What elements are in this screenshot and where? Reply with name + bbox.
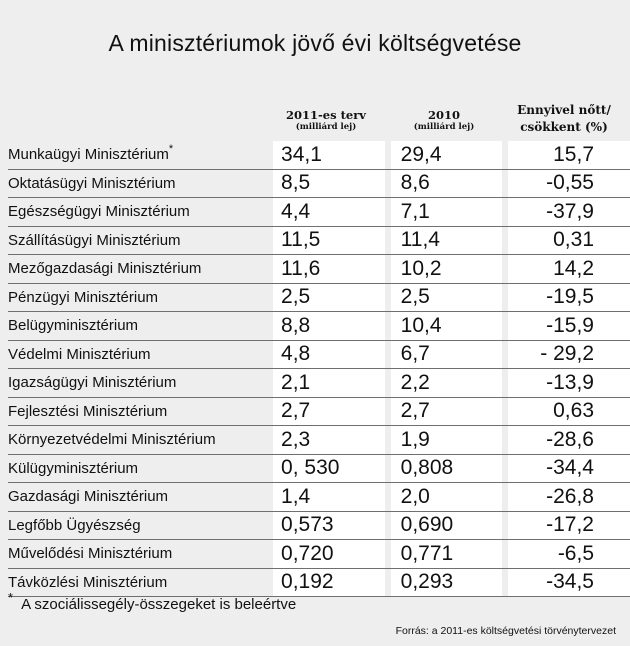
value-2010-text: 2,2 bbox=[400, 370, 430, 394]
value-change bbox=[508, 340, 630, 369]
ministry-name-text: Művelődési Minisztérium bbox=[8, 545, 173, 563]
value-2011-text: 4,4 bbox=[281, 199, 311, 223]
ministry-name bbox=[8, 454, 267, 483]
value-change-text: 0,31 bbox=[553, 228, 594, 252]
ministry-name-text: Külügyminisztérium bbox=[8, 459, 139, 477]
value-2010 bbox=[391, 169, 503, 198]
value-2010-text: 0,293 bbox=[400, 570, 454, 594]
value-2011-text: 8,5 bbox=[281, 171, 311, 195]
column-header-2011-unit: (milliárd lej) bbox=[295, 122, 357, 132]
value-change bbox=[508, 312, 630, 341]
value-2011 bbox=[273, 454, 385, 483]
value-2010-text: 29,4 bbox=[400, 142, 442, 166]
table-row bbox=[8, 169, 630, 198]
value-change-text: 15,7 bbox=[553, 142, 594, 166]
ministry-name bbox=[8, 283, 267, 312]
value-2011 bbox=[273, 169, 385, 198]
value-2010-text: 2,7 bbox=[400, 399, 430, 423]
value-2010 bbox=[391, 568, 503, 597]
ministry-name-text: Mezőgazdasági Minisztérium bbox=[8, 260, 202, 278]
value-2011-text: 2,3 bbox=[281, 427, 311, 451]
table-row bbox=[8, 426, 630, 455]
value-change-text: - 29,2 bbox=[540, 342, 594, 366]
table-row bbox=[8, 568, 630, 597]
budget-table bbox=[8, 141, 630, 597]
value-change bbox=[508, 283, 630, 312]
value-2011-text: 2,7 bbox=[281, 399, 311, 423]
ministry-name bbox=[8, 141, 267, 169]
table-row bbox=[8, 283, 630, 312]
table-row bbox=[8, 540, 630, 569]
value-2010-text: 10,4 bbox=[400, 313, 442, 337]
ministry-name-text: Védelmi Minisztérium bbox=[8, 345, 151, 363]
value-2010-text: 8,6 bbox=[400, 171, 430, 195]
value-2011-text: 8,8 bbox=[281, 313, 311, 337]
value-change-text: -28,6 bbox=[546, 427, 594, 451]
column-header-2010-unit: (milliárd lej) bbox=[413, 122, 475, 132]
footnote bbox=[8, 590, 297, 613]
value-change bbox=[508, 454, 630, 483]
value-change bbox=[508, 169, 630, 198]
value-change bbox=[508, 141, 630, 169]
value-2010 bbox=[391, 255, 503, 284]
value-2010 bbox=[391, 141, 503, 169]
ministry-name-text: Egészségügyi Minisztérium bbox=[8, 203, 190, 221]
value-2011 bbox=[273, 340, 385, 369]
value-2011-text: 2,5 bbox=[281, 285, 311, 309]
ministry-name bbox=[8, 511, 267, 540]
value-2011 bbox=[273, 568, 385, 597]
ministry-name bbox=[8, 483, 267, 512]
table-row bbox=[8, 511, 630, 540]
ministry-name bbox=[8, 312, 267, 341]
value-change-text: -0,55 bbox=[546, 171, 594, 195]
ministry-name-text: Szállításügyi Minisztérium bbox=[8, 231, 181, 249]
value-change-text: 14,2 bbox=[553, 256, 594, 280]
value-2010-text: 1,9 bbox=[400, 427, 430, 451]
value-2010 bbox=[391, 483, 503, 512]
ministry-name-text: Környezetvédelmi Minisztérium bbox=[8, 431, 216, 449]
table-row bbox=[8, 397, 630, 426]
value-2010 bbox=[391, 312, 503, 341]
value-2011 bbox=[273, 511, 385, 540]
ministry-name-text: Belügyminisztérium bbox=[8, 317, 139, 335]
ministry-name-text: Fejlesztési Minisztérium bbox=[8, 402, 168, 420]
value-2010-text: 0,771 bbox=[400, 541, 454, 565]
value-change bbox=[508, 426, 630, 455]
footnote-mark: * bbox=[8, 590, 14, 605]
value-change-text: -15,9 bbox=[546, 313, 594, 337]
value-2010-text: 0,690 bbox=[400, 513, 454, 537]
value-2011-text: 0,573 bbox=[281, 513, 334, 537]
value-2010-text: 11,4 bbox=[400, 228, 440, 252]
ministry-name bbox=[8, 568, 267, 597]
value-change bbox=[508, 511, 630, 540]
chart-title: A minisztériumok jövő évi költségvetése bbox=[108, 30, 522, 56]
value-2010-text: 0,808 bbox=[400, 456, 454, 480]
value-2011 bbox=[273, 397, 385, 426]
table-row bbox=[8, 198, 630, 227]
ministry-name-text: Pénzügyi Minisztérium bbox=[8, 288, 159, 306]
value-2011 bbox=[273, 141, 385, 169]
table-row bbox=[8, 226, 630, 255]
value-2011-text: 0,720 bbox=[281, 541, 334, 565]
value-2011-text: 34,1 bbox=[281, 142, 322, 166]
value-change-text: -26,8 bbox=[546, 484, 594, 508]
value-change-text: -6,5 bbox=[557, 541, 594, 565]
value-2011 bbox=[273, 483, 385, 512]
table-row bbox=[8, 312, 630, 341]
ministry-name-text: Legfőbb Ügyészség bbox=[8, 516, 141, 534]
column-header-2011 bbox=[270, 108, 382, 132]
value-2011 bbox=[273, 226, 385, 255]
value-2011-text: 4,8 bbox=[281, 342, 311, 366]
ministry-name-text: Igazságügyi Minisztérium bbox=[8, 374, 177, 392]
ministry-name-text: Távközlési Minisztérium bbox=[8, 573, 168, 591]
column-header-2010 bbox=[388, 108, 500, 132]
table-row bbox=[8, 454, 630, 483]
value-2010-text: 6,7 bbox=[400, 342, 430, 366]
value-2011 bbox=[273, 255, 385, 284]
column-header-change-line1: Ennyivel nőtt/ bbox=[517, 103, 611, 117]
table-row bbox=[8, 369, 630, 398]
value-change-text: -34,5 bbox=[546, 570, 594, 594]
table-row bbox=[8, 255, 630, 284]
value-change-text: -34,4 bbox=[546, 456, 594, 480]
ministry-name bbox=[8, 426, 267, 455]
ministry-name bbox=[8, 226, 267, 255]
ministry-name bbox=[8, 540, 267, 569]
value-2010 bbox=[391, 397, 503, 426]
value-change bbox=[508, 483, 630, 512]
value-2011-text: 0, 530 bbox=[281, 456, 340, 480]
value-2011-text: 2,1 bbox=[281, 370, 311, 394]
ministry-name bbox=[8, 340, 267, 369]
column-header-change bbox=[500, 102, 628, 136]
value-2011 bbox=[273, 369, 385, 398]
value-2010 bbox=[391, 511, 503, 540]
value-change-text: -17,2 bbox=[546, 513, 594, 537]
value-2011-text: 11,6 bbox=[281, 256, 321, 280]
value-2010-text: 10,2 bbox=[400, 256, 442, 280]
value-2010 bbox=[391, 340, 503, 369]
value-change-text: -37,9 bbox=[546, 199, 594, 223]
ministry-name-text: Munkaügyi Minisztérium bbox=[8, 146, 169, 164]
value-2011-text: 11,5 bbox=[281, 228, 321, 252]
value-change bbox=[508, 226, 630, 255]
value-2010 bbox=[391, 540, 503, 569]
footnote-text: A szociálissegély-összegeket is beleértve bbox=[21, 596, 297, 613]
column-header-change-line2: csökkent (%) bbox=[520, 120, 608, 134]
value-2010 bbox=[391, 369, 503, 398]
ministry-name-text: Oktatásügyi Minisztérium bbox=[8, 174, 176, 192]
value-2011 bbox=[273, 540, 385, 569]
ministry-name bbox=[8, 198, 267, 227]
value-2010 bbox=[391, 454, 503, 483]
value-change bbox=[508, 568, 630, 597]
ministry-name-text: Gazdasági Minisztérium bbox=[8, 488, 169, 506]
table-row bbox=[8, 141, 630, 169]
source-note: Forrás: a 2011-es költségvetési törvénytervezet bbox=[395, 625, 616, 637]
value-2011 bbox=[273, 283, 385, 312]
ministry-name bbox=[8, 255, 267, 284]
value-change-text: -19,5 bbox=[546, 285, 594, 309]
value-2011-text: 0,192 bbox=[281, 570, 334, 594]
value-2010-text: 2,5 bbox=[400, 285, 430, 309]
value-2010 bbox=[391, 198, 503, 227]
value-2011-text: 1,4 bbox=[281, 484, 311, 508]
value-2010-text: 2,0 bbox=[400, 484, 430, 508]
value-change bbox=[508, 369, 630, 398]
value-2011 bbox=[273, 426, 385, 455]
value-2011 bbox=[273, 312, 385, 341]
footnote-marker: * bbox=[168, 143, 174, 156]
table-row bbox=[8, 340, 630, 369]
value-change bbox=[508, 198, 630, 227]
value-change bbox=[508, 540, 630, 569]
ministry-name bbox=[8, 369, 267, 398]
value-2010 bbox=[391, 426, 503, 455]
column-header-2011-label: 2011-es terv bbox=[286, 108, 366, 122]
value-2011 bbox=[273, 198, 385, 227]
value-change-text: -13,9 bbox=[546, 370, 594, 394]
value-2010-text: 7,1 bbox=[400, 199, 430, 223]
value-change-text: 0,63 bbox=[553, 399, 594, 423]
value-2010 bbox=[391, 283, 503, 312]
table-row bbox=[8, 483, 630, 512]
ministry-name bbox=[8, 169, 267, 198]
column-header-2010-label: 2010 bbox=[427, 108, 460, 122]
value-change bbox=[508, 397, 630, 426]
ministry-name bbox=[8, 397, 267, 426]
value-change bbox=[508, 255, 630, 284]
value-2010 bbox=[391, 226, 503, 255]
